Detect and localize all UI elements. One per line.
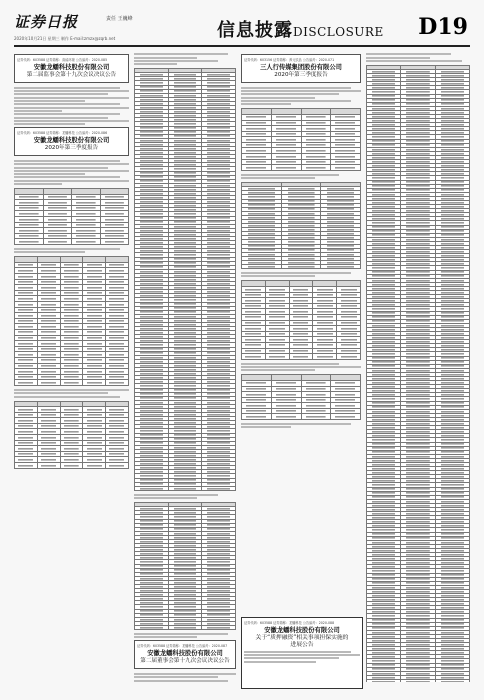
notice-header bbox=[134, 640, 236, 669]
newspaper-logo: 证券日报 bbox=[14, 13, 79, 31]
guarantee-notice-box bbox=[241, 617, 363, 689]
notice-title: 2020年第三季度报告 bbox=[44, 144, 99, 151]
notice-title: 2020年第三季度报告 bbox=[274, 71, 328, 78]
nonrecurring-table bbox=[241, 182, 361, 269]
notice-header bbox=[14, 54, 129, 83]
notice-header bbox=[241, 54, 361, 83]
section-title-en: DISCLOSURE bbox=[293, 25, 384, 39]
stock-line: 证券代码：603588 证券简称：高能环境 公告编号：2020-085 bbox=[17, 58, 108, 62]
company-name: 安徽龙蟠科技股份有限公司 bbox=[264, 627, 340, 634]
notice-title: 第二届监事会第十九次会议决议公告 bbox=[26, 71, 117, 78]
section-title bbox=[217, 16, 384, 42]
company-name: 安徽龙蟠科技股份有限公司 bbox=[147, 650, 223, 658]
column-3 bbox=[241, 52, 361, 682]
masthead bbox=[14, 12, 470, 47]
issue-editor: 责任 王巍峰 bbox=[106, 16, 133, 22]
date-contact-line: 2020年10月21日 星期三 制作 E-mail:zmzx@zqrb.net bbox=[14, 36, 116, 41]
notice-title: 第二届董事会第十九次会议决议公告 bbox=[140, 658, 230, 665]
stock-line: 证券代码：603156 证券简称：养元饮品 公告编号：2020-071 bbox=[244, 58, 335, 62]
stock-line: 证券代码：603588 证券简称：龙蟠科技 公告编号：2020-088 bbox=[244, 621, 335, 625]
page-number: D19 bbox=[418, 14, 468, 40]
stock-line: 证券代码：603588 证券简称：龙蟠科技 公告编号：2020-086 bbox=[17, 131, 108, 136]
column-4 bbox=[366, 52, 470, 682]
company-name: 三人行传媒集团股份有限公司 bbox=[260, 64, 342, 71]
company-name: 安徽龙蟠科技股份有限公司 bbox=[33, 137, 110, 145]
notice-title-line2: 进展公告 bbox=[290, 642, 314, 649]
section-title-cn: 信息披露 bbox=[217, 20, 293, 41]
company-name: 安徽龙蟠科技股份有限公司 bbox=[33, 64, 110, 71]
shareholder-table bbox=[14, 256, 129, 386]
notice-header bbox=[14, 127, 129, 156]
holding-table bbox=[14, 401, 129, 469]
top-holders-table bbox=[241, 280, 361, 359]
notice-title: 关于“质押融资”相关事项担保实施的 bbox=[255, 634, 349, 641]
key-financials-table bbox=[241, 108, 361, 171]
balance-sheet-table bbox=[134, 68, 236, 491]
column-1 bbox=[14, 52, 129, 682]
changes-table bbox=[241, 374, 361, 420]
column-2 bbox=[134, 52, 236, 682]
cashflow-table bbox=[134, 502, 236, 630]
stock-line: 证券代码：603588 证券简称：龙蟠科技 公告编号：2020-087 bbox=[137, 644, 228, 649]
financial-table bbox=[14, 188, 129, 245]
income-statement-table bbox=[366, 65, 470, 682]
